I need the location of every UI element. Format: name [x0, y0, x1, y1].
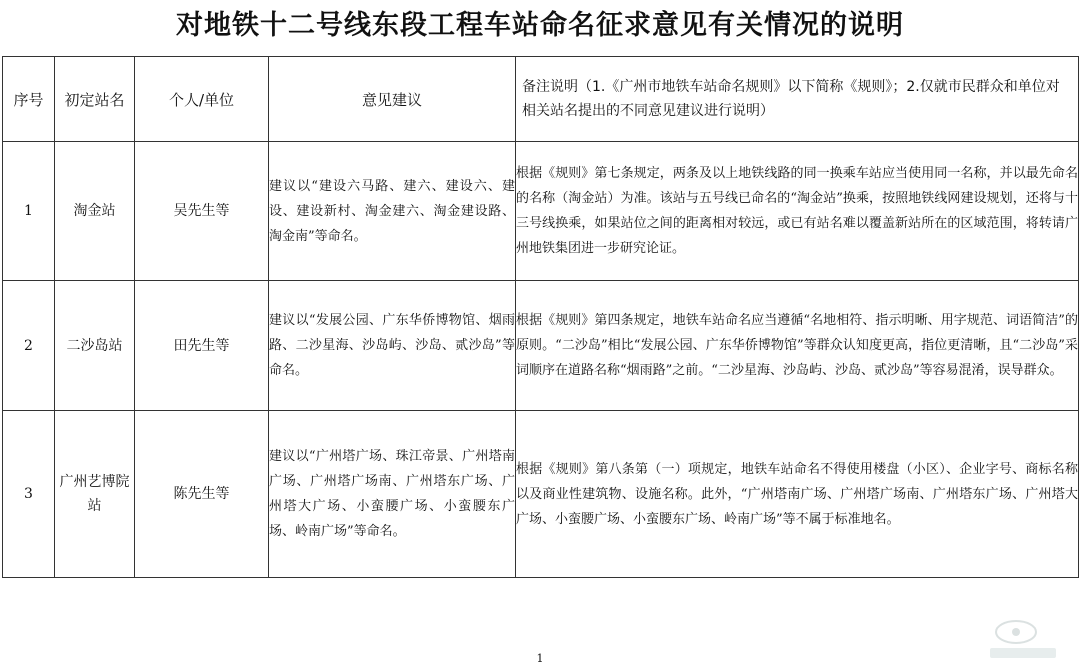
- opinion-table: [2, 56, 1079, 578]
- watermark-logo: [976, 614, 1062, 666]
- header-station: 初定站名: [55, 57, 135, 142]
- table-row: [3, 142, 1079, 281]
- submitter: 田先生等: [135, 281, 269, 411]
- remark-text: 根据《规则》第四条规定，地铁车站命名应当遵循“名地相符、指示明晰、用字规范、词语简洁”的原则。“二沙岛”相比“发展公园、广东华侨博物馆”等群众认知度更高，指位更清晰，且“二沙岛”采词顺序在道路名称“烟雨路”之前。“二沙星海、沙岛屿、沙岛、贰沙岛”等容易混淆，误导群众。: [516, 281, 1079, 411]
- remark-text: 根据《规则》第八条第（一）项规定，地铁车站命名不得使用楼盘（小区）、企业字号、商标名称以及商业性建筑物、设施名称。此外，“广州塔南广场、广州塔广场南、广州塔东广场、广州塔大广场、小蛮腰广场、小蛮腰东广场、岭南广场”等不属于标准地名。: [516, 411, 1079, 578]
- opinion-text: 建议以“建设六马路、建六、建设六、建设、建设新村、淘金建六、淘金建设路、淘金南”等命名。: [269, 142, 516, 281]
- header-opinion: 意见建议: [269, 57, 516, 142]
- table-header-row: [3, 57, 1079, 142]
- row-number: 2: [3, 281, 55, 411]
- table-row: [3, 281, 1079, 411]
- station-name: 广州艺博院站: [55, 411, 135, 578]
- header-person: 个人/单位: [135, 57, 269, 142]
- opinion-text: 建议以“发展公园、广东华侨博物馆、烟雨路、二沙星海、沙岛屿、沙岛、贰沙岛”等命名。: [269, 281, 516, 411]
- submitter: 陈先生等: [135, 411, 269, 578]
- header-remark: 备注说明（1.《广州市地铁车站命名规则》以下简称《规则》；2.仅就市民群众和单位对相关站名提出的不同意见建议进行说明）: [516, 57, 1079, 142]
- document-title: 对地铁十二号线东段工程车站命名征求意见有关情况的说明: [176, 10, 904, 41]
- header-no: 序号: [3, 57, 55, 142]
- row-number: 1: [3, 142, 55, 281]
- opinion-text: 建议以“广州塔广场、珠江帝景、广州塔南广场、广州塔广场南、广州塔东广场、广州塔大广场、小蛮腰广场、小蛮腰东广场、岭南广场”等命名。: [269, 411, 516, 578]
- station-name: 二沙岛站: [55, 281, 135, 411]
- row-number: 3: [3, 411, 55, 578]
- table-row: [3, 411, 1079, 578]
- submitter: 吴先生等: [135, 142, 269, 281]
- page-number: 1: [536, 652, 544, 665]
- remark-text: 根据《规则》第七条规定，两条及以上地铁线路的同一换乘车站应当使用同一名称，并以最先命名的名称（淘金站）为准。该站与五号线已命名的“淘金站”换乘，按照地铁线网建设规划，还将与十三号线换乘，如果站位之间的距离相对较远，或已有站名难以覆盖新站所在的区域范围，将转请广州地铁集团进一步研究论证。: [516, 142, 1079, 281]
- station-name: 淘金站: [55, 142, 135, 281]
